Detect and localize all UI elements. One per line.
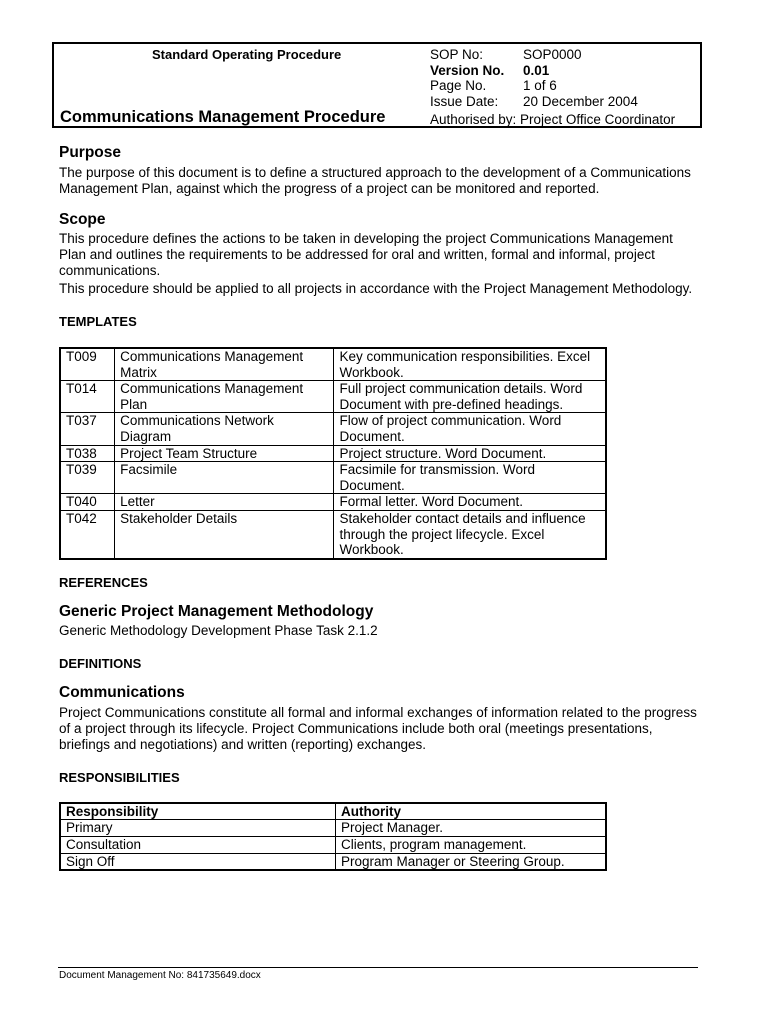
definitions-text: Project Communications constitute all formal and informal exchanges of information related to the progress of a project through its lifecycle. Project Communications include both oral (meetings presentations, briefings and negotiations) and written (reporting) exchanges. (59, 704, 697, 752)
references-text: Generic Methodology Development Phase Task 2.1.2 (59, 622, 378, 638)
table-row (60, 853, 606, 870)
template-name: Stakeholder Details (115, 510, 334, 558)
authorised-by: Authorised by: Project Office Coordinator (430, 112, 676, 127)
authority-cell: Clients, program management. (336, 836, 607, 853)
header-meta (430, 47, 638, 109)
template-description: Facsimile for transmission. Word Document. (334, 462, 606, 494)
table-row (60, 445, 606, 462)
template-code: T039 (60, 462, 115, 494)
responsibility-cell: Consultation (60, 836, 336, 853)
page-label: Page No. (430, 78, 487, 94)
authority-cell: Program Manager or Steering Group. (336, 853, 607, 870)
table-row (60, 510, 606, 558)
definitions-heading: DEFINITIONS (59, 655, 142, 671)
header-box (52, 42, 702, 128)
authority-cell: Project Manager. (336, 820, 607, 837)
version-label: Version No. (430, 62, 505, 78)
template-code: T037 (60, 413, 115, 445)
template-code: T014 (60, 381, 115, 413)
definitions-subheading: Communications (59, 683, 185, 701)
page-title: Communications Management Procedure (60, 108, 386, 126)
doc-type: Standard Operating Procedure (152, 47, 342, 62)
template-description: Key communication responsibilities. Excel Workbook. (334, 348, 606, 381)
responsibility-cell: Primary (60, 820, 336, 837)
template-code: T040 (60, 494, 115, 511)
table-row (60, 381, 606, 413)
template-description: Stakeholder contact details and influence through the project lifecycle. Excel Workbook. (334, 510, 606, 558)
sop-no-label: SOP No: (430, 47, 484, 62)
template-name: Project Team Structure (115, 445, 334, 462)
scope-text-2: This procedure should be applied to all projects in accordance with the Project Management Methodology. (59, 281, 693, 296)
template-name: Letter (115, 494, 334, 511)
issue-date: 20 December 2004 (523, 93, 638, 109)
responsibilities-table (59, 802, 607, 871)
references-subheading: Generic Project Management Methodology (59, 602, 374, 620)
templates-table (59, 347, 607, 560)
template-name: Communications Management Plan (115, 381, 334, 413)
template-description: Full project communication details. Word Document with pre-defined headings. (334, 381, 606, 413)
table-row (60, 836, 606, 853)
document-body (59, 143, 699, 871)
authority-column-header: Authority (336, 803, 607, 820)
version: 0.01 (523, 62, 550, 78)
template-code: T042 (60, 510, 115, 558)
table-header-row (60, 803, 606, 820)
purpose-text: The purpose of this document is to define a structured approach to the development of a Communications Management Plan, against which the progress of a project can be monitored and reported. (59, 165, 691, 196)
template-code: T038 (60, 445, 115, 462)
issue-date-label: Issue Date: (430, 93, 499, 109)
purpose-heading: Purpose (59, 144, 122, 161)
template-name: Facsimile (115, 462, 334, 494)
sop-no: SOP0000 (523, 47, 582, 62)
scope-text-1: This procedure defines the actions to be taken in developing the project Communications Management Plan and outlines the requirements to be addressed for oral and written, formal and informal, project communications. (59, 231, 673, 278)
responsibility-column-header: Responsibility (60, 803, 336, 820)
scope-heading: Scope (59, 211, 106, 228)
table-row (60, 413, 606, 445)
template-code: T009 (60, 348, 115, 381)
footer-divider (58, 967, 698, 968)
template-description: Flow of project communication. Word Document. (334, 413, 606, 445)
table-row (60, 348, 606, 381)
table-row (60, 462, 606, 494)
footer-text: Document Management No: 841735649.docx (59, 970, 261, 981)
template-description: Formal letter. Word Document. (334, 494, 606, 511)
responsibilities-heading: RESPONSIBILITIES (59, 769, 180, 785)
page-number: 1 of 6 (523, 78, 557, 94)
template-name: Communications Management Matrix (115, 348, 334, 381)
table-row (60, 494, 606, 511)
responsibility-cell: Sign Off (60, 853, 336, 870)
template-name: Communications Network Diagram (115, 413, 334, 445)
template-description: Project structure. Word Document. (334, 445, 606, 462)
table-row (60, 820, 606, 837)
templates-heading: TEMPLATES (59, 314, 137, 329)
references-heading: REFERENCES (59, 574, 148, 590)
